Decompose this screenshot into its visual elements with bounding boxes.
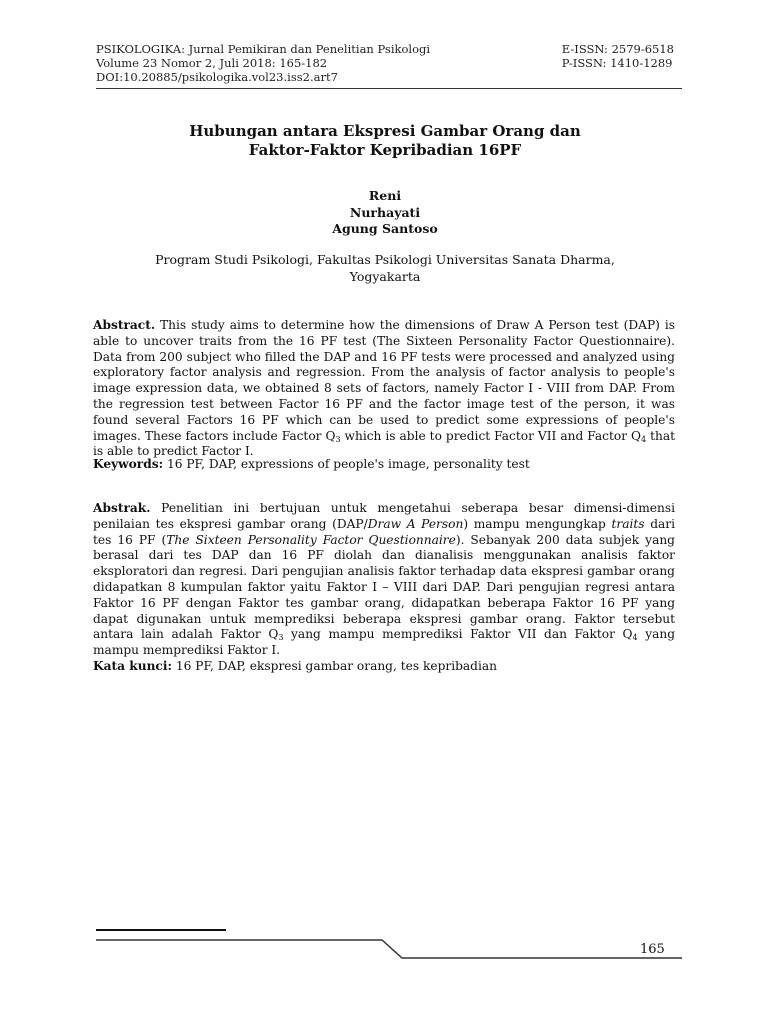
keywords-text: 16 PF, DAP, expressions of people's image, personality test [163,457,530,471]
abstract-text: This study aims to determine how the dimensions of Draw A Person test (DAP) is able to uncover traits from the 16 PF test (The Sixteen Personality Factor Questionnaire). Data from 200 subject who filled the DAP and 16 PF tests were processed and analyzed using exploratory factor analysis and regression. From the analysis of factor analysis to people's image expression data, we obtained 8 sets of factors, namely Factor I - VIII from DAP. From the regression test between Factor 16 PF and the factor image test of the person, it was found several Factors 16 PF which can be used to predict some expressions of people's images. These factors include Factor Q [93,318,675,443]
affiliation-line-1: Program Studi Psikologi, Fakultas Psikologi Universitas Sanata Dharma, [155,252,615,267]
eissn: E-ISSN: 2579-6518 [561,42,674,56]
title-line-2: Faktor-Faktor Kepribadian 16PF [248,141,522,159]
affiliation [150,252,620,285]
abstract-english [93,318,675,460]
kata-kunci-text: 16 PF, DAP, ekspresi gambar orang, tes kepribadian [171,659,497,673]
subscript: 4 [641,434,647,444]
journal-info [96,42,430,84]
keywords-label: Keywords: [93,457,164,471]
title-line-1: Hubungan antara Ekspresi Gambar Orang dan [189,122,581,140]
author-list [96,188,674,238]
affiliation-line-2: Yogyakarta [349,268,421,284]
subscript: 3 [278,633,284,643]
header-divider [96,88,682,89]
kata-kunci-label: Kata kunci: [93,659,172,673]
abstrak-italic: traits [611,516,645,531]
abstrak-label: Abstrak. [93,501,151,515]
footnote-divider [96,929,226,931]
footer-decoration [96,936,682,962]
page-number: 165 [640,942,665,957]
abstrak-italic: The Sixteen Personality Factor Questionnaire [166,532,456,547]
paper-title [96,122,674,160]
issn-info [562,42,674,70]
abstract-text: that is able to predict Factor I. [93,428,675,459]
abstrak-text: yang mampu memprediksi Faktor VII dan Faktor Q [283,627,633,642]
abstrak-text: Penelitian ini bertujuan untuk mengetahui seberapa besar dimensi-dimensi penilaian tes ekspresi gambar orang (DAP/ [93,501,675,531]
abstract-text: which is able to predict Factor VII and Factor Q [340,428,641,443]
subscript: 3 [335,434,341,444]
keywords-indonesian [93,659,675,675]
abstrak-text: ) mampu mengungkap [463,516,612,531]
abstrak-italic: Draw A Person [367,516,464,531]
journal-name: PSIKOLOGIKA: Jurnal Pemikiran dan Penelitian Psikologi [96,42,431,56]
abstrak-text: ). Sebanyak 200 data subjek yang berasal dari tes DAP dan 16 PF diolah dan dianalisis menggunakan analisis faktor eksploratori dan regresi. Dari pengujian analisis faktor terhadap data ekspresi gambar orang didapatkan 8 kumpulan faktor yaitu Faktor I – VIII dari DAP. Dari pengujian regresi antara Faktor 16 PF dengan Faktor tes gambar orang, didapatkan beberapa Faktor 16 PF yang dapat digunakan untuk memprediksi beberapa ekspresi gambar orang. Faktor tersebut antara lain adalah Faktor Q [93,532,675,642]
doi: DOI:10.20885/psikologika.vol23.iss2.art7 [96,70,338,84]
pissn: P-ISSN: 1410-1289 [561,56,673,70]
abstrak-text: yang mampu memprediksi Faktor I. [93,627,675,658]
abstract-indonesian [93,501,675,659]
subscript: 4 [632,633,638,643]
abstrak-text: dari tes 16 PF ( [93,516,675,547]
author-name: Reni [368,188,402,203]
abstract-label: Abstract. [93,318,156,332]
author-name: Agung Santoso [332,221,438,236]
volume-info: Volume 23 Nomor 2, Juli 2018: 165-182 [96,56,328,70]
keywords-english [93,457,675,473]
author-name: Nurhayati [349,204,421,220]
